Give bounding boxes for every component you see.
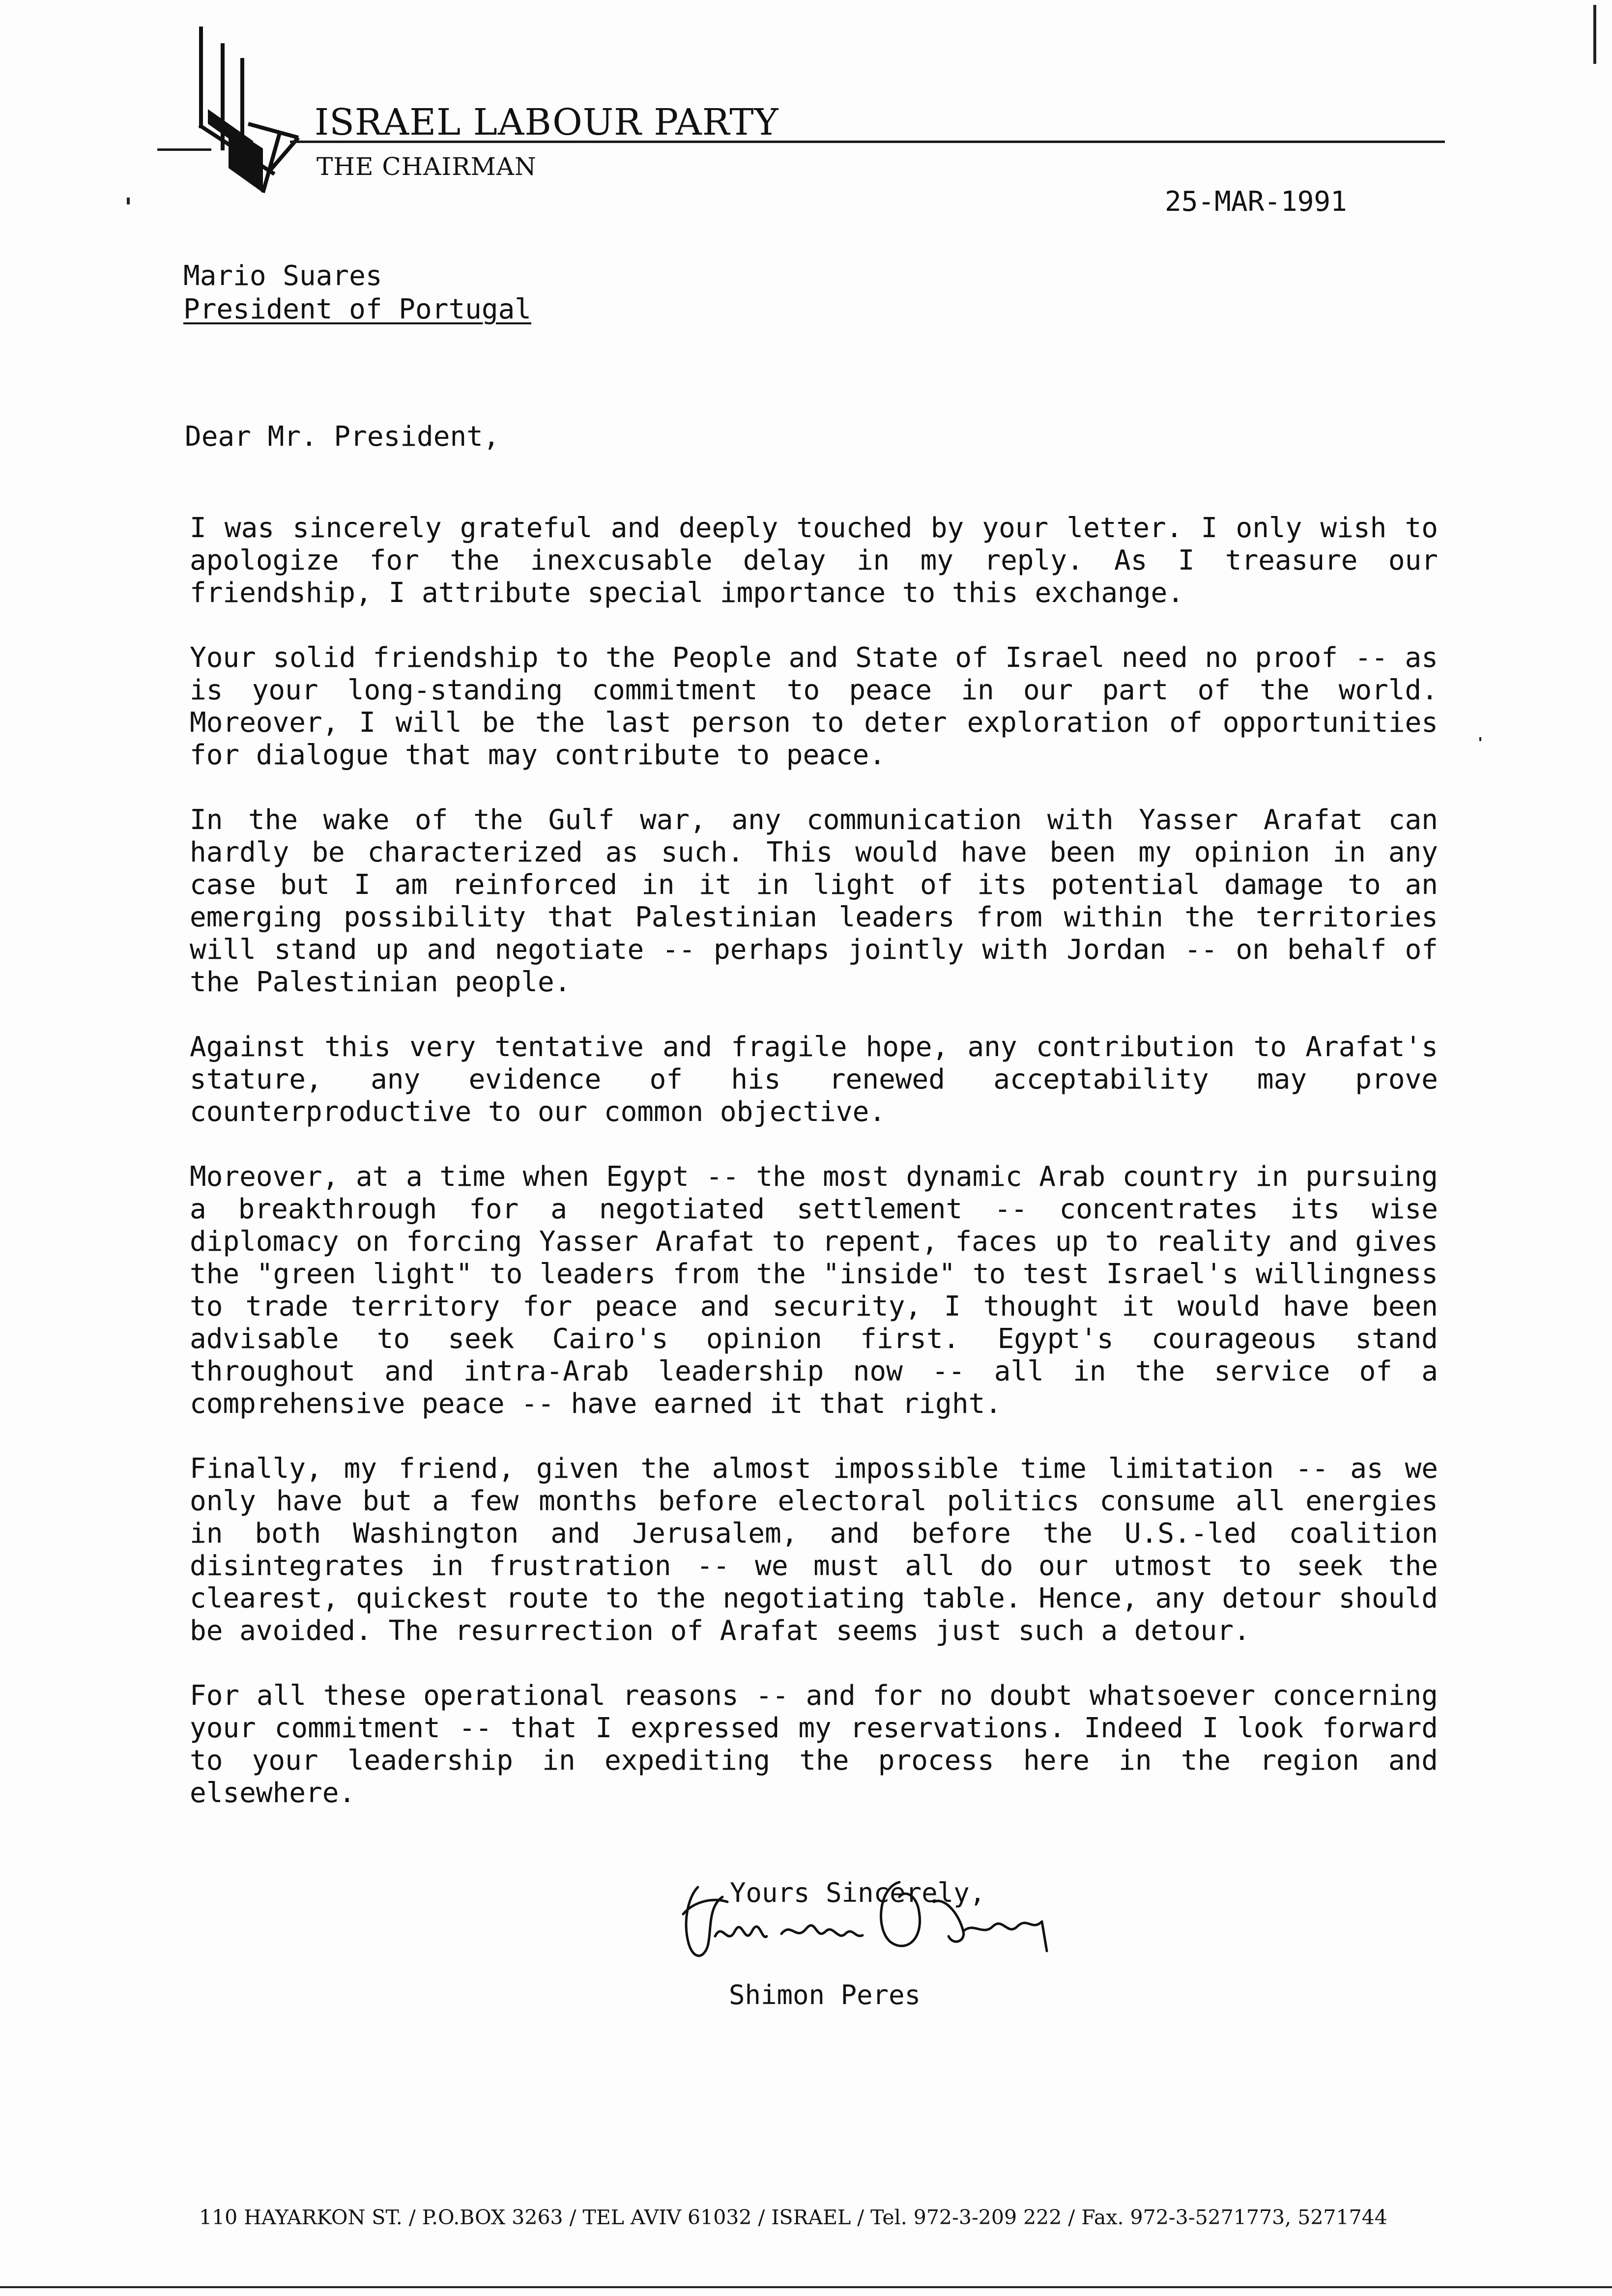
paragraph: Your solid friendship to the People and State of Israel need no proof -- as is your long-standing commitment to peace in our part of the world. Moreover, I will be the last person to deter exploration of opportunities for dialogue that may contribute to peace. [190, 642, 1438, 771]
closing: Yours Sincerely, [730, 1877, 986, 1908]
paragraph: Against this very tentative and fragile hope, any contribution to Arafat's stature, any evidence of his renewed acceptability may prove counterproductive to our common objective. [190, 1031, 1438, 1128]
recipient-title: President of Portugal [183, 293, 532, 325]
office-title: THE CHAIRMAN [317, 152, 537, 181]
recipient-name: Mario Suares [183, 260, 382, 292]
letterhead-rule-left [157, 148, 211, 151]
recipient-block [183, 259, 531, 326]
paragraph: Moreover, at a time when Egypt -- the most dynamic Arab country in pursuing a breakthrough for a negotiated settlement -- concentrates its wise diplomacy on forcing Yasser Arafat to repent, faces up to reality and gives the "green light" to leaders from the "inside" to test Israel's willingness to trade territory for peace and security, I thought it would have been advisable to seek Cairo's opinion first. Egypt's courageous stand throughout and intra-Arab leadership now -- all in the service of a comprehensive peace -- have earned it that right. [190, 1161, 1438, 1420]
signer-name: Shimon Peres [729, 1980, 921, 2010]
letter-body [190, 512, 1438, 1842]
paragraph: I was sincerely grateful and deeply touched by your letter. I only wish to apologize for the inexcusable delay in my reply. As I treasure our friendship, I attribute special importance to this exchange. [190, 512, 1438, 609]
scan-speck [1479, 737, 1481, 741]
scan-speck [127, 198, 130, 204]
footer-address: 110 HAYARKON ST. / P.O.BOX 3263 / TEL AVIV 61032 / ISRAEL / Tel. 972-3-209 222 / Fax. 972-3-5271773, 5271744 [199, 2206, 1387, 2229]
paragraph: Finally, my friend, given the almost impossible time limitation -- as we only have but a few months before electoral politics consume all energies in both Washington and Jerusalem, and before the U.S.-led coalition disintegrates in frustration -- we must all do our utmost to seek the clearest, quickest route to the negotiating table. Hence, any detour should be avoided. The resurrection of Arafat seems just such a detour. [190, 1453, 1438, 1647]
paragraph: For all these operational reasons -- and for no doubt whatsoever concerning your commitment -- that I expressed my reservations. Indeed I look forward to your leadership in expediting the process here in the region and elsewhere. [190, 1680, 1438, 1809]
organization-name: ISRAEL LABOUR PARTY [315, 101, 779, 144]
party-logo-icon [194, 26, 312, 202]
salutation: Dear Mr. President, [185, 421, 500, 453]
paragraph: In the wake of the Gulf war, any communication with Yasser Arafat can hardly be characterized as such. This would have been my opinion in any case but I am reinforced in it in light of its potential damage to an emerging possibility that Palestinian leaders from within the territories will stand up and negotiate -- perhaps jointly with Jordan -- on behalf of the Palestinian people. [190, 804, 1438, 998]
footer-rule [0, 2286, 1612, 2288]
handwritten-signature [668, 1867, 1052, 1985]
scan-edge-mark [1593, 5, 1596, 64]
letter-date: 25-MAR-1991 [1165, 186, 1347, 218]
